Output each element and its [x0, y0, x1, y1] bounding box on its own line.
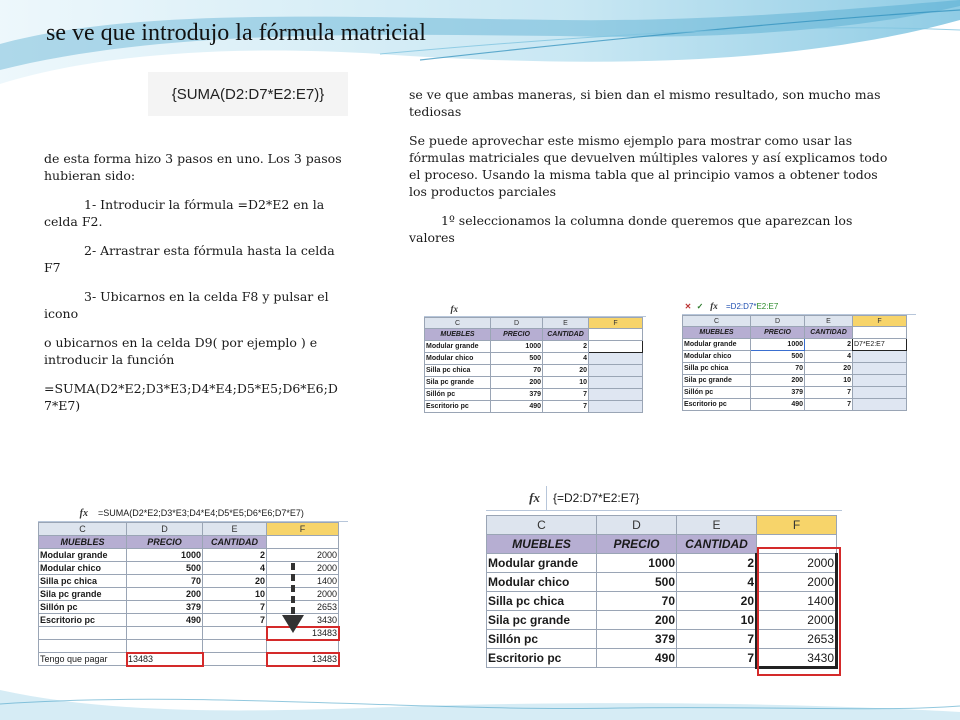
header-muebles[interactable]: MUEBLES — [487, 535, 597, 554]
cell-item[interactable]: Escritorio pc — [487, 649, 597, 668]
left-text-block — [44, 150, 344, 426]
cell-price[interactable]: 200 — [491, 377, 543, 389]
header-cantidad[interactable]: CANTIDAD — [543, 329, 589, 341]
cell-total[interactable]: 3430 — [757, 649, 837, 668]
header-cantidad[interactable]: CANTIDAD — [677, 535, 757, 554]
column-header-d[interactable]: D — [127, 523, 203, 536]
formula-prefix: =D2:D7* — [726, 301, 757, 311]
left-sum-formula: =SUMA(D2*E2;D3*E3;D4*E4;D5*E5;D6*E6;D7*E7) — [44, 381, 338, 413]
cell-qty[interactable]: 7 — [677, 630, 757, 649]
fx-icon[interactable]: fx — [450, 304, 458, 314]
sheet-grid — [682, 315, 907, 411]
cell-total[interactable]: 2653 — [757, 630, 837, 649]
right-text-block — [409, 86, 899, 258]
left-step-1: 1- Introducir la fórmula =D2*E2 en la celda F2. — [44, 197, 325, 229]
cell-empty[interactable] — [203, 627, 267, 640]
table-row — [683, 399, 907, 411]
column-header-f[interactable]: F — [267, 523, 339, 536]
cell-item[interactable]: Sila pc grande — [39, 588, 127, 601]
cancel-icon[interactable]: ✕ — [684, 301, 692, 311]
column-header-c[interactable]: C — [487, 516, 597, 535]
table-row — [683, 363, 907, 375]
cell-item[interactable]: Modular grande — [487, 554, 597, 573]
cell-item[interactable]: Escritorio pc — [39, 614, 127, 627]
fx-icon[interactable]: fx — [529, 490, 540, 505]
cell-pay-value[interactable]: 13483 — [127, 653, 203, 666]
cell-selected[interactable] — [589, 365, 643, 377]
cell-f1[interactable] — [589, 329, 643, 341]
header-precio[interactable]: PRECIO — [127, 536, 203, 549]
left-step-2: 2- Arrastrar esta fórmula hasta la celda F7 — [44, 243, 335, 275]
table-row — [39, 549, 339, 562]
cell-f8-sum[interactable]: 13483 — [267, 627, 339, 640]
cell-qty[interactable]: 4 — [203, 562, 267, 575]
cell-total[interactable]: 2000 — [757, 554, 837, 573]
cell-price[interactable]: 1000 — [127, 549, 203, 562]
cell-total[interactable]: 2000 — [757, 611, 837, 630]
column-header-f[interactable]: F — [853, 316, 907, 327]
cell-selected[interactable] — [853, 375, 907, 387]
cell-price[interactable]: 379 — [597, 630, 677, 649]
cell-total[interactable]: 1400 — [267, 575, 339, 588]
cell-price[interactable]: 70 — [751, 363, 805, 375]
cell-qty[interactable]: 10 — [805, 375, 853, 387]
cell-item[interactable]: Sillón pc — [39, 601, 127, 614]
header-muebles[interactable]: MUEBLES — [39, 536, 127, 549]
table-row — [683, 387, 907, 399]
cell-qty[interactable]: 4 — [805, 351, 853, 363]
cell-selected[interactable] — [589, 341, 643, 353]
table-row — [683, 351, 907, 363]
cell-qty[interactable]: 20 — [543, 365, 589, 377]
cell-price[interactable]: 379 — [751, 387, 805, 399]
cell-qty[interactable]: 2 — [677, 554, 757, 573]
table-row — [425, 389, 643, 401]
cell-item[interactable]: Modular grande — [683, 339, 751, 351]
cell-price[interactable]: 200 — [597, 611, 677, 630]
cell-empty[interactable] — [39, 640, 127, 653]
cell-price[interactable]: 1000 — [751, 339, 805, 351]
fx-icon[interactable]: fx — [710, 301, 718, 311]
cell-item[interactable]: Silla pc chica — [683, 363, 751, 375]
cell-f1[interactable] — [267, 536, 339, 549]
cell-selected[interactable] — [853, 363, 907, 375]
cell-total[interactable]: 2000 — [267, 562, 339, 575]
array-formula-display: {SUMA(D2:D7*E2:E7)} — [148, 72, 348, 116]
cell-total[interactable]: 3430 — [267, 614, 339, 627]
cell-total[interactable]: 2000 — [267, 549, 339, 562]
formula-bar — [424, 302, 646, 317]
cell-price[interactable]: 490 — [597, 649, 677, 668]
formula-bar-input[interactable] — [722, 302, 778, 311]
cell-total[interactable]: 2000 — [757, 573, 837, 592]
cell-price[interactable]: 490 — [127, 614, 203, 627]
table-row — [425, 377, 643, 389]
table-row — [425, 341, 643, 353]
cell-qty[interactable]: 7 — [203, 601, 267, 614]
cell-item[interactable]: Modular chico — [683, 351, 751, 363]
screenshot-sum-formula — [38, 505, 348, 677]
cell-f1[interactable] — [853, 327, 907, 339]
column-header-d[interactable]: D — [597, 516, 677, 535]
left-step-3: 3- Ubicarnos en la celda F8 y pulsar el icono — [44, 289, 329, 321]
cell-qty[interactable]: 7 — [543, 389, 589, 401]
column-header-e[interactable]: E — [805, 316, 853, 327]
right-step-1: 1º seleccionamos la columna donde queremos que aparezcan los valores — [409, 213, 853, 245]
cell-item[interactable]: Sila pc grande — [425, 377, 491, 389]
cell-empty[interactable] — [39, 627, 127, 640]
screenshot-column-selected — [424, 302, 646, 424]
cell-item[interactable]: Sila pc grande — [487, 611, 597, 630]
cell-selected[interactable] — [589, 389, 643, 401]
cell-item[interactable]: Modular chico — [39, 562, 127, 575]
cell-item[interactable]: Sillón pc — [425, 389, 491, 401]
header-cantidad[interactable]: CANTIDAD — [203, 536, 267, 549]
cell-qty[interactable]: 10 — [203, 588, 267, 601]
column-header-f[interactable]: F — [589, 318, 643, 329]
cell-item[interactable]: Modular grande — [425, 341, 491, 353]
cell-qty[interactable]: 20 — [677, 592, 757, 611]
cell-qty[interactable]: 2 — [203, 549, 267, 562]
cell-selected[interactable] — [853, 387, 907, 399]
column-header-f[interactable]: F — [757, 516, 837, 535]
cell-price[interactable]: 500 — [751, 351, 805, 363]
cell-qty[interactable]: 2 — [543, 341, 589, 353]
table-row — [425, 365, 643, 377]
cell-price[interactable]: 70 — [127, 575, 203, 588]
cell-price[interactable]: 1000 — [597, 554, 677, 573]
cell-editing[interactable]: D7*E2:E7 — [853, 339, 907, 351]
cell-item[interactable]: Escritorio pc — [425, 401, 491, 413]
result-highlight-frame — [757, 547, 841, 676]
cell-pay-sum[interactable]: 13483 — [267, 653, 339, 666]
table-row — [683, 339, 907, 351]
header-precio[interactable]: PRECIO — [491, 329, 543, 341]
cell-total[interactable]: 2000 — [267, 588, 339, 601]
sheet-grid — [424, 317, 643, 413]
table-row — [425, 353, 643, 365]
formula-bar-input[interactable]: {=D2:D7*E2:E7} — [546, 486, 639, 510]
cell-empty[interactable] — [203, 653, 267, 666]
cell-item[interactable]: Silla pc chica — [425, 365, 491, 377]
cell-qty[interactable]: 10 — [543, 377, 589, 389]
cell-item[interactable]: Modular chico — [425, 353, 491, 365]
cell-qty[interactable]: 10 — [677, 611, 757, 630]
cell-selected[interactable] — [853, 399, 907, 411]
cell-qty[interactable]: 20 — [805, 363, 853, 375]
cell-price[interactable]: 70 — [597, 592, 677, 611]
table-row — [683, 375, 907, 387]
screenshot-array-result — [486, 486, 842, 676]
column-header-c[interactable]: C — [39, 523, 127, 536]
cell-item[interactable]: Silla pc chica — [39, 575, 127, 588]
cell-qty[interactable]: 7 — [677, 649, 757, 668]
column-header-c[interactable]: C — [683, 316, 751, 327]
cell-item[interactable]: Sila pc grande — [683, 375, 751, 387]
cell-empty[interactable] — [267, 640, 339, 653]
cell-qty[interactable]: 7 — [805, 399, 853, 411]
cell-selected[interactable] — [589, 401, 643, 413]
table-row — [425, 401, 643, 413]
column-header-d[interactable]: D — [751, 316, 805, 327]
formula-bar — [682, 298, 916, 315]
cell-total[interactable]: 1400 — [757, 592, 837, 611]
cell-price[interactable]: 490 — [491, 401, 543, 413]
fx-icon[interactable]: fx — [79, 507, 88, 519]
cell-selected[interactable] — [589, 353, 643, 365]
cell-item[interactable]: Modular grande — [39, 549, 127, 562]
cell-qty[interactable]: 4 — [677, 573, 757, 592]
cell-qty[interactable]: 4 — [543, 353, 589, 365]
cell-qty[interactable]: 7 — [543, 401, 589, 413]
cell-item[interactable]: Silla pc chica — [487, 592, 597, 611]
column-header-d[interactable]: D — [491, 318, 543, 329]
cell-price[interactable]: 379 — [491, 389, 543, 401]
cell-selected[interactable] — [589, 377, 643, 389]
column-header-e[interactable]: E — [543, 318, 589, 329]
cell-price[interactable]: 200 — [751, 375, 805, 387]
cell-price[interactable]: 500 — [491, 353, 543, 365]
column-header-e[interactable]: E — [203, 523, 267, 536]
formula-bar — [486, 486, 842, 511]
check-icon[interactable]: ✓ — [696, 301, 704, 311]
cell-item[interactable]: Sillón pc — [487, 630, 597, 649]
left-paragraph-alternative: o ubicarnos en la celda D9( por ejemplo ) e introducir la función — [44, 335, 318, 367]
cell-price[interactable]: 200 — [127, 588, 203, 601]
right-paragraph-2: Se puede aprovechar este mismo ejemplo para mostrar como usar las fórmulas matriciales que devuelven múltiples valores y así explicamos todo el proceso. Usando la misma tabla que al principio vamos a obtener todos los productos parciales — [409, 133, 888, 199]
header-precio[interactable]: PRECIO — [597, 535, 677, 554]
cell-price[interactable]: 379 — [127, 601, 203, 614]
cell-price[interactable]: 500 — [127, 562, 203, 575]
cell-empty[interactable] — [127, 640, 203, 653]
cell-pay-label[interactable]: Tengo que pagar — [39, 653, 127, 666]
cell-empty[interactable] — [127, 627, 203, 640]
column-header-e[interactable]: E — [677, 516, 757, 535]
cell-price[interactable]: 70 — [491, 365, 543, 377]
cell-selected[interactable] — [853, 351, 907, 363]
cell-qty[interactable]: 2 — [805, 339, 853, 351]
header-muebles[interactable]: MUEBLES — [425, 329, 491, 341]
column-header-c[interactable]: C — [425, 318, 491, 329]
formula-bar-input[interactable]: =SUMA(D2*E2;D3*E3;D4*E4;D5*E5;D6*E6;D7*E7) — [98, 508, 304, 518]
cell-item[interactable]: Modular chico — [487, 573, 597, 592]
down-arrow-icon — [282, 563, 304, 635]
formula-bar — [38, 505, 348, 522]
cell-price[interactable]: 490 — [751, 399, 805, 411]
cell-total[interactable]: 2653 — [267, 601, 339, 614]
left-paragraph-intro: de esta forma hizo 3 pasos en uno. Los 3 pasos hubieran sido: — [44, 151, 342, 183]
formula-suffix: E2:E7 — [756, 301, 779, 311]
cell-qty[interactable]: 20 — [203, 575, 267, 588]
cell-item[interactable]: Sillón pc — [683, 387, 751, 399]
right-paragraph-1: se ve que ambas maneras, si bien dan el mismo resultado, son mucho mas tediosas — [409, 87, 881, 119]
screenshot-typing-formula — [682, 298, 916, 424]
header-muebles[interactable]: MUEBLES — [683, 327, 751, 339]
cell-price[interactable]: 1000 — [491, 341, 543, 353]
slide-title: se ve que introdujo la fórmula matricial — [46, 20, 426, 46]
cell-qty[interactable]: 7 — [805, 387, 853, 399]
cell-price[interactable]: 500 — [597, 573, 677, 592]
header-precio[interactable]: PRECIO — [751, 327, 805, 339]
cell-qty[interactable]: 7 — [203, 614, 267, 627]
cell-empty[interactable] — [203, 640, 267, 653]
header-cantidad[interactable]: CANTIDAD — [805, 327, 853, 339]
cell-item[interactable]: Escritorio pc — [683, 399, 751, 411]
